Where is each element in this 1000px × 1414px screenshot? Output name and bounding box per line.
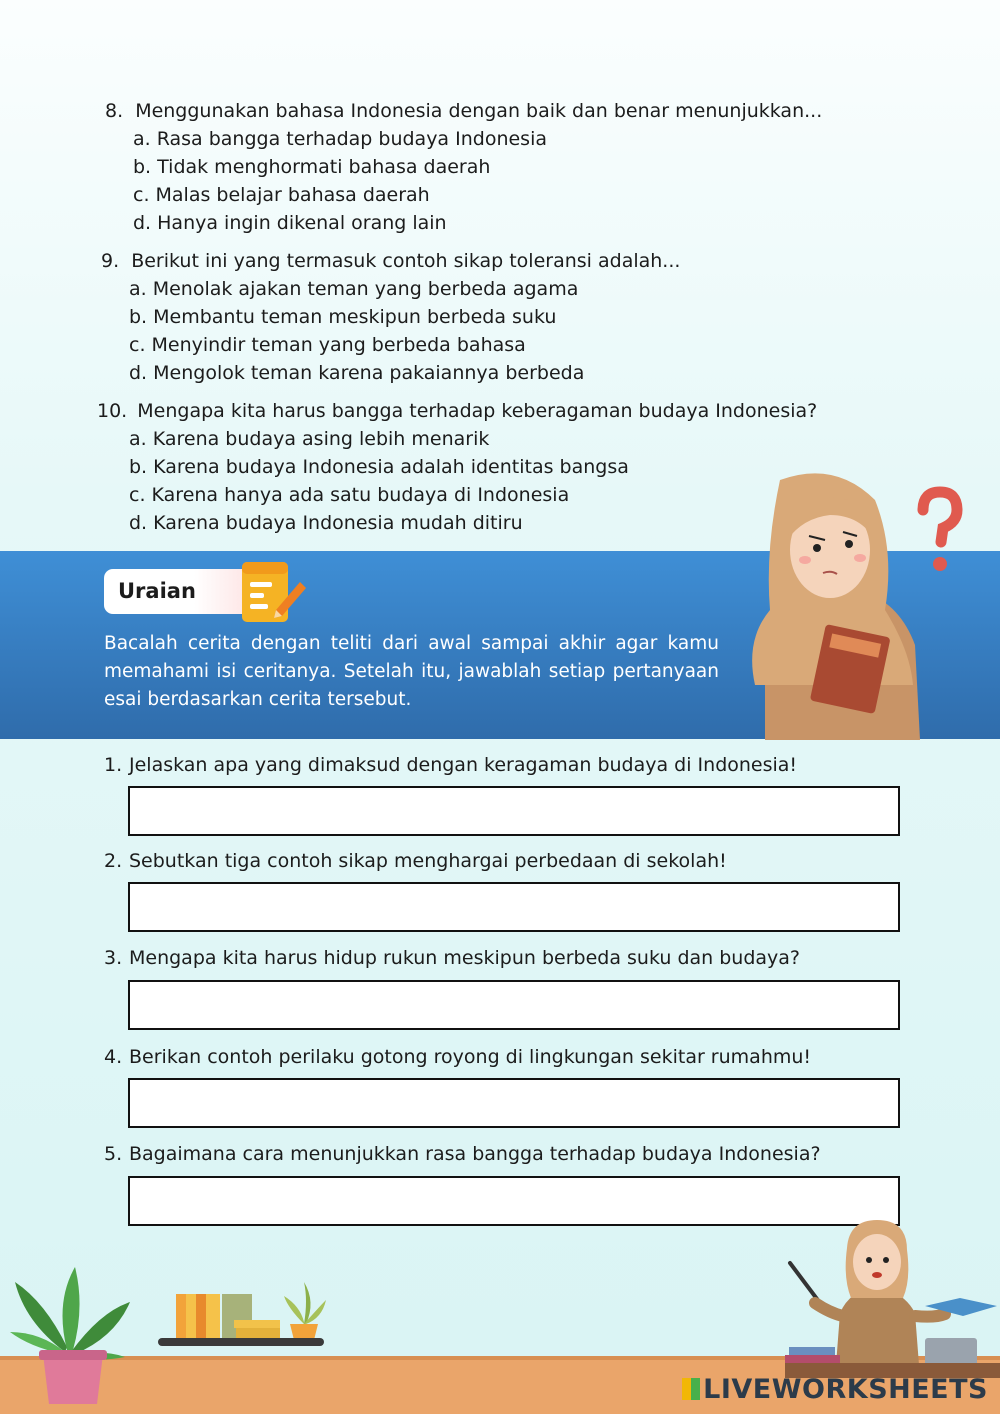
question-text: Berikut ini yang termasuk contoh sikap toleransi adalah... [131, 250, 681, 272]
option-10d[interactable]: d. Karena budaya Indonesia mudah ditiru [129, 512, 523, 534]
essay-question-1 [104, 754, 797, 776]
option-9a[interactable]: a. Menolak ajakan teman yang berbeda agama [129, 278, 579, 300]
answer-box-1[interactable] [128, 786, 900, 836]
question-number: 8. [105, 100, 124, 122]
potted-plant-illustration [5, 1262, 135, 1407]
answer-box-2[interactable] [128, 882, 900, 932]
essay-question-4 [104, 1046, 811, 1068]
option-8c[interactable]: c. Malas belajar bahasa daerah [133, 184, 430, 206]
option-10a[interactable]: a. Karena budaya asing lebih menarik [129, 428, 490, 450]
option-10c[interactable]: c. Karena hanya ada satu budaya di Indonesia [129, 484, 570, 506]
question-8 [105, 97, 822, 125]
uraian-instructions: Bacalah cerita dengan teliti dari awal sampai akhir agar kamu memahami isi ceritanya. Setelah itu, jawablah setiap pertanyaan esai berdasarkan cerita tersebut. [104, 633, 719, 710]
essay-text: Bagaimana cara menunjukkan rasa bangga terhadap budaya Indonesia? [129, 1143, 821, 1165]
essay-question-5 [104, 1143, 821, 1165]
essay-text: Mengapa kita harus hidup rukun meskipun berbeda suku dan budaya? [129, 947, 801, 969]
brand-text: LIVEWORKSHEETS [703, 1374, 988, 1405]
essay-number: 1. [104, 754, 123, 776]
option-9b[interactable]: b. Membantu teman meskipun berbeda suku [129, 306, 557, 328]
notepad-pencil-icon [240, 558, 308, 626]
question-number: 9. [101, 250, 120, 272]
question-text: Menggunakan bahasa Indonesia dengan baik dan benar menunjukkan... [135, 100, 823, 122]
option-9d[interactable]: d. Mengolok teman karena pakaiannya berbeda [129, 362, 585, 384]
essay-question-3 [104, 947, 800, 969]
essay-number: 3. [104, 947, 123, 969]
option-8a[interactable]: a. Rasa bangga terhadap budaya Indonesia [133, 128, 548, 150]
bookshelf-illustration [158, 1278, 328, 1348]
option-9c[interactable]: c. Menyindir teman yang berbeda bahasa [129, 334, 526, 356]
essay-number: 4. [104, 1046, 123, 1068]
essay-text: Sebutkan tiga contoh sikap menghargai perbedaan di sekolah! [129, 850, 727, 872]
essay-number: 5. [104, 1143, 123, 1165]
option-10b[interactable]: b. Karena budaya Indonesia adalah identitas bangsa [129, 456, 629, 478]
question-9 [101, 247, 680, 275]
question-text: Mengapa kita harus bangga terhadap keberagaman budaya Indonesia? [137, 400, 818, 422]
option-8b[interactable]: b. Tidak menghormati bahasa daerah [133, 156, 491, 178]
teacher-illustration [785, 1218, 1000, 1378]
essay-text: Jelaskan apa yang dimaksud dengan keragaman budaya di Indonesia! [129, 754, 798, 776]
answer-box-3[interactable] [128, 980, 900, 1030]
liveworksheets-logo [682, 1374, 988, 1405]
essay-number: 2. [104, 850, 123, 872]
liveworksheets-mark-icon [682, 1378, 700, 1400]
answer-box-4[interactable] [128, 1078, 900, 1128]
question-number: 10. [97, 400, 128, 422]
thinking-student-illustration [725, 470, 1000, 740]
option-8d[interactable]: d. Hanya ingin dikenal orang lain [133, 212, 447, 234]
question-10 [97, 397, 817, 425]
essay-question-2 [104, 850, 727, 872]
uraian-badge: Uraian [104, 569, 254, 614]
essay-text: Berikan contoh perilaku gotong royong di lingkungan sekitar rumahmu! [129, 1046, 812, 1068]
